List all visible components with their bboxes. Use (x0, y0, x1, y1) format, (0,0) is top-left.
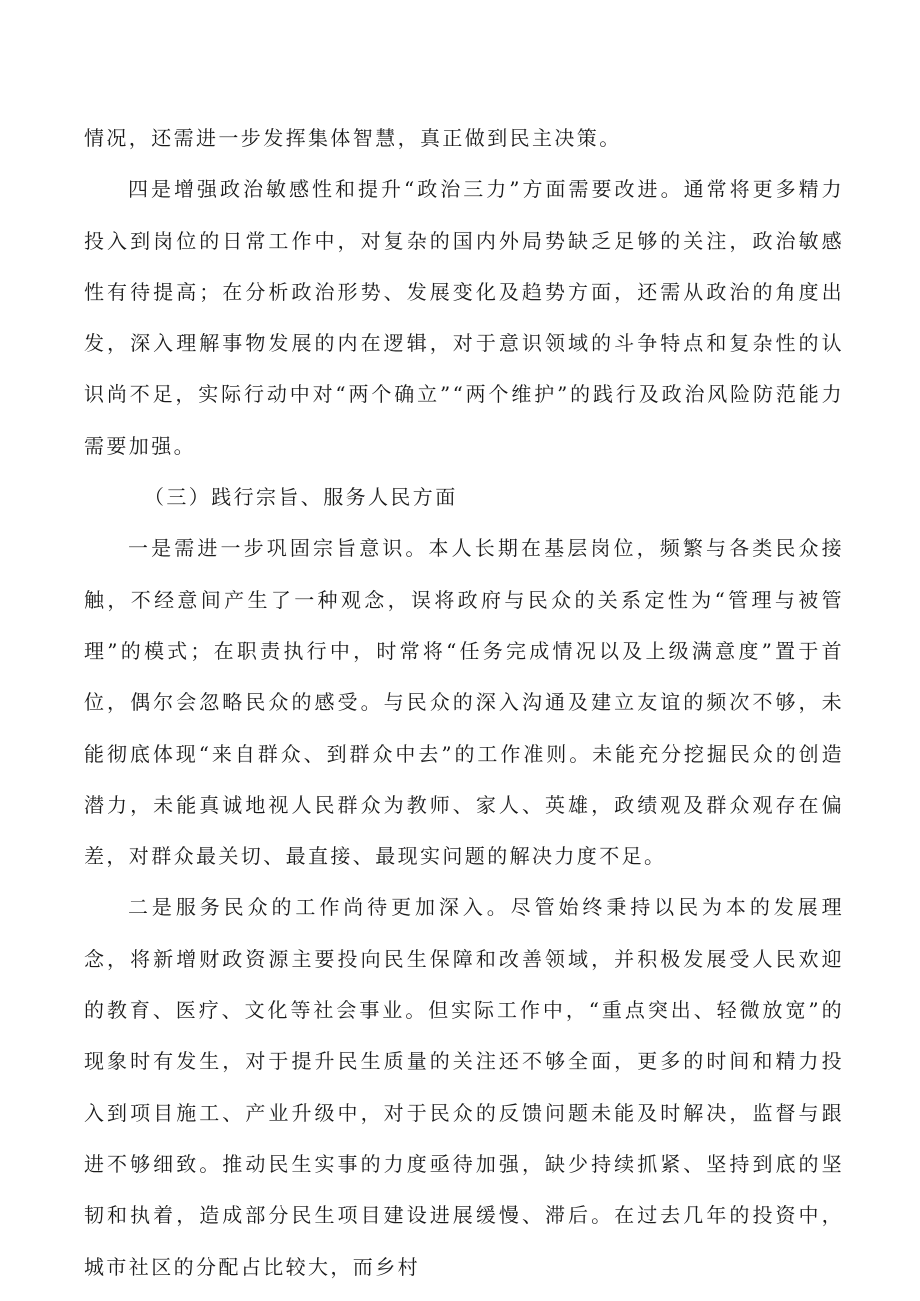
paragraph-political-sensitivity: 四是增强政治敏感性和提升“政治三力”方面需要改进。通常将更多精力投入到岗位的日常工作中，对复杂的国内外局势缺乏足够的关注，政治敏感性有待提高；在分析政治形势、发展变化及趋势方面，还需从政治的角度出发，深入理解事物发展的内在逻辑，对于意识领域的斗争特点和复杂性的认识尚不足，实际行动中对“两个确立”“两个维护”的践行及政治风险防范能力需要加强。 (84, 177, 844, 458)
paragraph-serving-public: 二是服务民众的工作尚待更加深入。尽管始终秉持以民为本的发展理念，将新增财政资源主要投向民生保障和改善领域，并积极发展受人民欢迎的教育、医疗、文化等社会事业。但实际工作中，“重点突出、轻微放宽”的现象时有发生，对于提升民生质量的关注还不够全面，更多的时间和精力投入到项目施工、产业升级中，对于民众的反馈问题未能及时解决，监督与跟进不够细致。推动民生实事的力度亟待加强，缺少持续抓紧、坚持到底的坚韧和执着，造成部分民生项目建设进展缓慢、滞后。在过去几年的投资中，城市社区的分配占比较大，而乡村 (84, 895, 844, 1279)
paragraph-continuation: 情况，还需进一步发挥集体智慧，真正做到民主决策。 (84, 126, 622, 150)
section-heading-serve-people: （三）践行宗旨、服务人民方面 (144, 485, 458, 510)
paragraph-purpose-awareness: 一是需进一步巩固宗旨意识。本人长期在基层岗位，频繁与各类民众接触，不经意间产生了一种观念，误将政府与民众的关系定性为“管理与被管理”的模式；在职责执行中，时常将“任务完成情况以及上级满意度”置于首位，偶尔会忽略民众的感受。与民众的深入沟通及建立友谊的频次不够，未能彻底体现“来自群众、到群众中去”的工作准则。未能充分挖掘民众的创造潜力，未能真诚地视人民群众为教师、家人、英雄，政绩观及群众观存在偏差，对群众最关切、最直接、最现实问题的解决力度不足。 (84, 536, 844, 869)
document-body (84, 113, 844, 1293)
